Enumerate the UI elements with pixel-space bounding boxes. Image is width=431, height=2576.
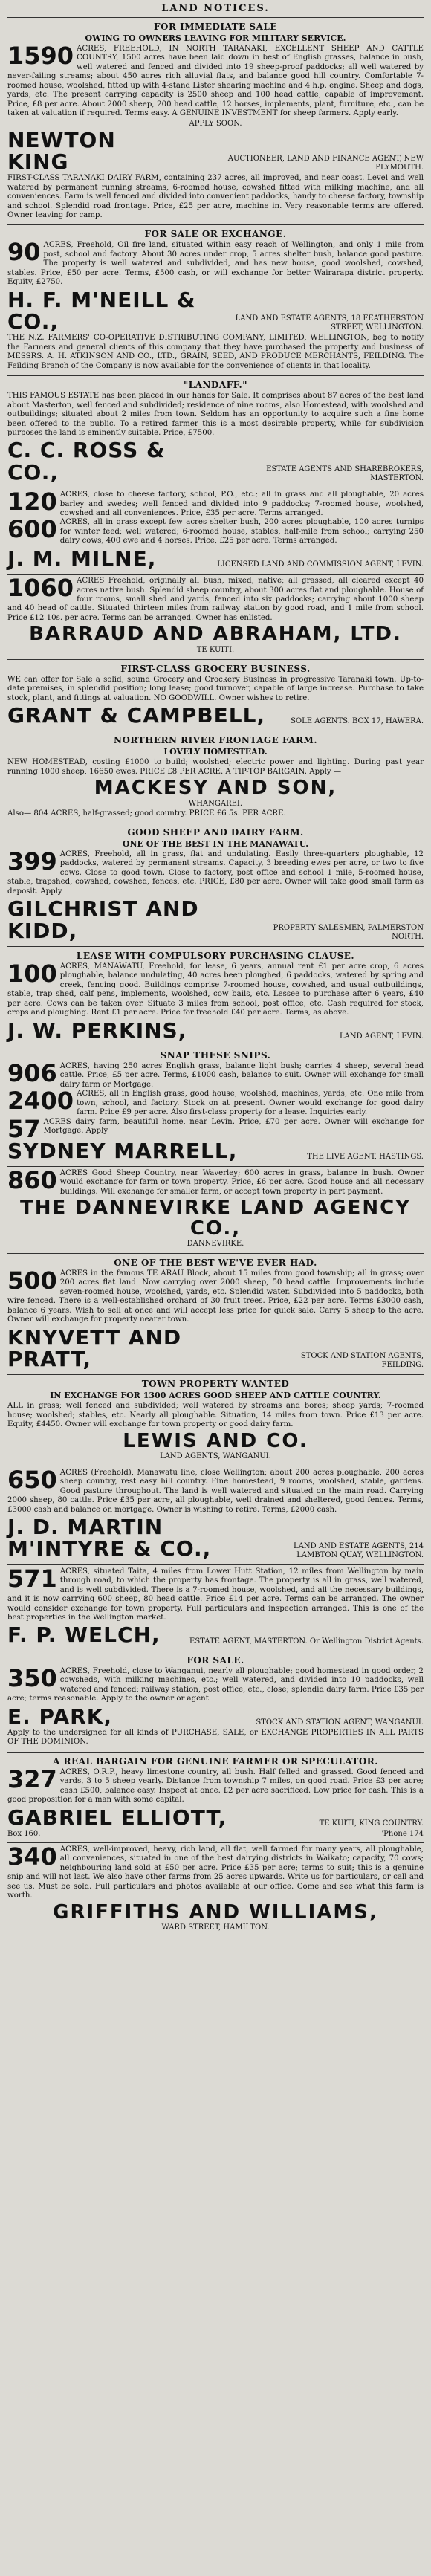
agent-signature (7, 898, 424, 942)
acreage-figure: 1060 (7, 574, 74, 603)
advertisement (7, 574, 424, 658)
ad-heading: FIRST-CLASS GROCERY BUSINESS. (120, 663, 311, 674)
ad-body-text: ACRES, O.R.P., heavy limestone country, all bush. Half felled and grassed. Good fenced and yards, 3 to 5 sheep yearly. Distance from township 7 miles, on good road. Price £3 per acre; cash £500, balance easy. Inspect at once. £2 per acre sacrificed. Low price for cash. This is a good proposition for a man with some capital. (7, 1767, 424, 1805)
agent-signature (7, 1516, 424, 1560)
agent-name: H. F. M'NEILL & CO., (7, 287, 196, 334)
acreage-figure: 906 (7, 1058, 57, 1087)
agent-name: KNYVETT AND PRATT, (7, 1324, 182, 1371)
agent-name: LEWIS AND CO. (123, 1429, 308, 1452)
acreage-figure: 1590 (7, 42, 74, 70)
ad-body-text: ACRES, Freehold, close to Wanganui, nearly all ploughable; good homestead in good order, 2 cowsheds, with milking machines, etc.; well watered, and divided into 10 paddocks, well watered and fenced; railway station, post office, etc., close; splendid dairy farm. Price £35 per acre; terms reasonable. Apply to the owner or agent. (7, 1666, 424, 1703)
advertisement (7, 823, 424, 946)
agent-name: GRIFFITHS AND WILLIAMS, (53, 1900, 378, 1923)
advertisement (7, 375, 424, 488)
ad-body (7, 1842, 424, 1901)
advertisement (7, 731, 424, 823)
ad-body-text: THIS FAMOUS ESTATE has been placed in our hands for Sale. It comprises about 87 acres of the best land about Masterton, well fenced and subdivided; residence of nine rooms, also Homestead, with woolshed and outbuildings; situated about 2 miles from town. Seldom has an opportunity to acquire such a fine home been offered to the public. To a retired farmer this is a most desirable property, while for subdivision purposes the land is eminently suitable. Price, £7500. (7, 392, 424, 437)
acreage-figure: 100 (7, 959, 57, 988)
ad-body-text: ACRES, MANAWATU, Freehold, for lease, 6 years, annual rent £1 per acre crop, 6 acres ploughable, balance undulating, 40 acres been ploughed, 6 paddocks, watered by spring and creek, fencing good. Buildings comprise 7-roomed house, cowshed, and usual outbuildings, stable, trap shed, calf pens, implements, woolshed, cow bails, etc. Lessee to purchase after 6 years, £40 per acre. Cows can be taken over. Situate 3 miles from school, post office, etc. Cash required for stock, crops and ploughing. Rent £1 per acre. Price for freehold £40 per acre. Terms, as above. (7, 962, 424, 1017)
agent-address: THE LIVE AGENT, HASTINGS. (307, 1152, 424, 1161)
ad-body (7, 758, 424, 777)
ad-body (7, 1058, 424, 1090)
ad-body (7, 959, 424, 1018)
ad-body (7, 1165, 424, 1197)
ad-body-text: ACRES, all in English grass, good house, woolshed, machines, yards, etc. One mile from town, school, and factory. Stock on at present. Owner would exchange for good dairy farm. Price £9 per acre. Also first-class property for a lease. Inquiries early. (77, 1090, 424, 1117)
agent-signature (7, 289, 424, 333)
agent-address: SOLE AGENTS. BOX 17, HAWERA. (291, 717, 424, 726)
agent-name: J. D. MARTIN M'INTYRE & CO., (7, 1515, 212, 1562)
acreage-figure: 90 (7, 238, 41, 267)
advertisement (7, 946, 424, 1046)
ad-body-text: ACRES dairy farm, beautiful home, near Levin. Price, £70 per acre. Owner will exchange for Mortgage. Apply (43, 1117, 424, 1136)
agent-address: DANNEVIRKE. (187, 1239, 244, 1248)
agent-address: LAND AGENTS, WANGANUI. (160, 1452, 271, 1460)
page-title: LAND NOTICES. (161, 3, 270, 14)
ad-extra-text: FIRST-CLASS TARANAKI DAIRY FARM, containing 237 acres, all improved, and near coast. Level and well watered by permanent running streams, 6-roomed house, cowshed fitted with milking machine, and all conveniences. Farm is well fenced and divided into convenient paddocks, handy to cheese factory, township and school. Splendid road frontage. Price, £25 per acre, machine in. Very reasonable terms are offered. Owner leaving for camp. (7, 174, 424, 220)
land-notices-page (7, 0, 424, 1937)
agent-address: PROPERTY SALESMEN, PALMERSTON NORTH. (273, 923, 424, 941)
ad-subheading: LOVELY HOMESTEAD. (163, 747, 268, 757)
ad-extra-text: Apply to the undersigned for all kinds of PURCHASE, SALE, or EXCHANGE PROPERTIES IN ALL PARTS OF THE DOMINION. (7, 1729, 424, 1747)
agent-signature (7, 129, 424, 173)
ad-body-text: ACRES (Freehold), Manawatu line, close Wellington; about 200 acres ploughable, 200 acres sheep country, rest easy hill country. Fine homestead, 9 rooms, woolshed, stable, gardens. Good pasture throughout. The land is well watered and situated on the main road. Carrying 2000 sheep, 80 cattle. Price £35 per acre, all ploughable, well drained and sheltered, good fences. Terms, £3000 cash and balance on mortgage. Owner is wishing to retire. Terms, £2000 cash. (7, 1468, 424, 1514)
acreage-figure: 350 (7, 1663, 57, 1692)
agent-address: LAND AGENT, LEVIN. (339, 1032, 424, 1041)
ad-body-text: NEW HOMESTEAD, costing £1000 to build; woolshed; electric power and lighting. During past year running 1000 sheep, 16650 ewes. PRICE £8 PER ACRE. A TIP-TOP BARGAIN. Apply — (7, 758, 424, 776)
ad-extra-text: Also— 804 ACRES, half-grassed; good country. PRICE £6 5s. PER ACRE. (7, 809, 286, 818)
ad-body (7, 1663, 424, 1704)
ad-subheading: IN EXCHANGE FOR 1300 ACRES GOOD SHEEP AND CATTLE COUNTRY. (50, 1391, 381, 1401)
ad-body (7, 1087, 424, 1117)
ad-subheading: OWING TO OWNERS LEAVING FOR MILITARY SERVICE. (85, 33, 346, 43)
advertisement (7, 1842, 424, 1937)
ad-body (7, 574, 424, 623)
agent-name: C. C. ROSS & CO., (7, 438, 166, 485)
advertisement (7, 659, 424, 731)
ad-body-text: ACRES, Freehold, Oil fire land, situated within easy reach of Wellington, and only 1 mile from post, school and factory. About 30 acres under crop, 5 acres shelter bush, balance good pasture. The property is well watered and subdivided, and has new house, good woolshed, cowshed, stables. Price, £50 per acre. Terms, £500 cash, or will exchange for better Wairarapa district property. Equity, £2750. (7, 241, 424, 287)
ad-body-text: ACRES, having 250 acres English grass, balance light bush; carries 4 sheep, several head cattle. Price, £5 per acre. Terms, £1000 cash, balance to suit. Owner will exchange for small dairy farm or Mortgage. (59, 1061, 424, 1089)
ad-body-text: WE can offer for Sale a solid, sound Grocery and Crockery Business in progressive Taranaki town. Up-to-date premises, in splendid position; long lease; good turnover, capable of large increase. Purchase to take stock, plant, and fittings at valuation. NO GOODWILL. Owner wishes to retire. (7, 675, 424, 702)
agent-name: BARRAUD AND ABRAHAM, LTD. (29, 623, 402, 646)
contact-line (7, 1830, 424, 1838)
ad-heading: LEASE WITH COMPULSORY PURCHASING CLAUSE. (76, 950, 355, 961)
acreage-figure: 860 (7, 1165, 57, 1194)
agent-signature (7, 1017, 424, 1043)
agent-address: WARD STREET, HAMILTON. (161, 1923, 270, 1932)
ad-body (7, 488, 424, 518)
advertisement (7, 17, 424, 224)
agent-address: TE KUITI. (196, 645, 235, 654)
advertisement (7, 1253, 424, 1374)
agent-address: LAND AND ESTATE AGENTS, 18 FEATHERSTON STREET, WELLINGTON. (235, 314, 424, 332)
agent-name: MACKESY AND SON, (94, 777, 337, 800)
ad-heading: A REAL BARGAIN FOR GENUINE FARMER OR SPECULATOR. (53, 1755, 378, 1767)
ad-body (7, 238, 424, 287)
agent-signature (7, 1622, 424, 1648)
ad-body-text: ALL in grass; well fenced and subdivided; well watered by streams and bores; sheep yards; 7-roomed house; woolshed; stables, etc. Nearly all ploughable. Situation, 14 miles from town. Price £13 per acre. Equity, £4450. Owner will exchange for town property or good dairy farm. (7, 1402, 424, 1429)
ad-body-text: ACRES, FREEHOLD, IN NORTH TARANAKI, EXCELLENT SHEEP AND CATTLE COUNTRY, 1500 acres have been laid down in best of English grasses, balance in bush, well watered and fenced and divided into 19 sheep-proof paddocks; all well watered by never-failing streams; about 450 acres rich alluvial flats, and balance good hill country. Comfortable 7-roomed house, woolshed, fitted up with 4-stand Lister shearing machine and 4 h.p. engine. Sheep and dogs, yards, etc. The present carrying capacity is 2500 sheep and 100 head cattle, capable of improvement. Price, £8 per acre. About 2000 sheep, 200 head cattle, 12 horses, implements, plant, furniture, etc., can be taken at valuation if required. Terms easy. A GENUINE INVESTMENT for sheep farmers. Apply early. (7, 45, 424, 118)
advertisement (7, 488, 424, 574)
ad-body-text: ACRES Good Sheep Country, near Waverley; 600 acres in grass, balance in bush. Owner would exchange for farm or town property. Price, £6 per acre. Good house and all necessary buildings. Will exchange for smaller farm, or accept town property in part payment. (59, 1168, 424, 1196)
agent-name: J. W. PERKINS, (7, 1017, 187, 1043)
ad-heading: GOOD SHEEP AND DAIRY FARM. (127, 826, 304, 838)
agent-signature (7, 548, 424, 569)
ad-body (7, 1266, 424, 1325)
agent-address: WHANGAREI. (188, 799, 243, 808)
ad-body (7, 1465, 424, 1515)
advertisement (7, 224, 424, 375)
ad-body-text: ACRES, close to cheese factory, school, P.O., etc.; all in grass and all ploughable, 20 acres barley and swedes; well fenced and divided into 9 paddocks; 7-roomed house, woolshed, cowshed and all conveniences. Price, £35 per acre. Terms arranged. (59, 491, 424, 518)
agent-name: SYDNEY MARRELL, (7, 1138, 238, 1163)
ad-heading: TOWN PROPERTY WANTED (141, 1379, 290, 1390)
advertisement (7, 1466, 424, 1564)
ad-heading: SNAP THESE SNIPS. (160, 1049, 271, 1061)
ad-body-text: ACRES, well-improved, heavy, rich land, all flat, well farmed for many years, all ploughable, all conveniences, situated in one of the best dairying districts in Waikato; capacity, 70 cows; neighbouring land sold at £50 per acre. Price £35 per acre; terms to suit; this is a genuine snip and will not last. We also have other farms from 25 acres upwards. Write us for particulars, or call and see us. Must be sold. Full particulars and photos available at our office. Come and see what this farm is worth. (7, 1845, 424, 1900)
agent-address: LICENSED LAND AND COMMISSION AGENT, LEVIN. (217, 560, 424, 569)
ad-body (7, 1564, 424, 1623)
ad-body (7, 1764, 424, 1805)
ad-body (7, 676, 424, 703)
ad-body-text: ACRES, Freehold, all in grass, flat and undulating. Easily three-quarters ploughable, 12 paddocks, watered by permanent streams. Capacity, 3 breeding ewes per acre, or two to five cows. Close to good town. Close to factory, post office and school 1 mile, 5-roomed house, stable, trapshed, cowshed, cowshed, fences, etc. PRICE, £80 per acre. Owner will take good small farm as deposit. Apply (7, 850, 424, 896)
agent-address: AUCTIONEER, LAND AND FINANCE AGENT, NEW PLYMOUTH. (227, 155, 424, 172)
ad-heading: FOR SALE. (187, 1654, 244, 1666)
ad-heading: FOR SALE OR EXCHANGE. (144, 229, 287, 240)
apply-note: APPLY SOON. (189, 119, 242, 128)
acreage-figure: 600 (7, 515, 57, 544)
advertisement (7, 1166, 424, 1253)
agent-signature (7, 1324, 424, 1371)
advertisement (7, 1046, 424, 1166)
acreage-figure: 500 (7, 1266, 57, 1295)
box-number: Box 160. (7, 1830, 41, 1839)
ad-heading: NORTHERN RIVER FRONTAGE FARM. (113, 735, 318, 746)
ad-heading: "LANDAFF." (184, 380, 247, 391)
acreage-figure: 327 (7, 1764, 57, 1793)
agent-name: THE DANNEVIRKE LAND AGENCY CO., (19, 1197, 412, 1240)
acreage-figure: 571 (7, 1564, 57, 1593)
ad-body (7, 1114, 424, 1143)
agent-name: F. P. WELCH, (7, 1622, 161, 1648)
agent-address: TE KUITI, KING COUNTRY. (319, 1819, 424, 1828)
agent-name: NEWTON KING (7, 127, 116, 174)
ad-body (7, 1402, 424, 1429)
agent-signature (7, 1140, 424, 1162)
ad-extra-text: THE N.Z. FARMERS' CO-OPERATIVE DISTRIBUTING COMPANY, LIMITED, WELLINGTON, beg to notify the Farmers and general clients of this company that they have purchased the property and business of MESSRS. A. H. ATKINSON AND CO., LTD., GRAIN, SEED, AND PRODUCE MERCHANTS, FEILDING. The Feilding Branch of the Company is now available for the convenience of clients in that locality. (7, 334, 424, 370)
agent-name: J. M. MILNE, (7, 546, 157, 571)
agent-address: ESTATE AGENTS AND SHAREBROKERS, MASTERTON. (266, 465, 424, 483)
ads-list (7, 17, 424, 1937)
ad-body (7, 515, 424, 546)
ad-body-text: ACRES, all in grass except few acres shelter bush, 200 acres ploughable, 100 acres turnips for winter feed; well watered; 6-roomed house, stables, half-mile from school; carrying 250 dairy cows, 400 ewe and 4 horses. Price, £25 per acre. Terms arranged. (59, 518, 424, 546)
ad-heading: ONE OF THE BEST WE'VE EVER HAD. (114, 1257, 317, 1268)
ad-body-text: ACRES Freehold, originally all bush, mixed, native; all grassed, all cleared except 40 acres native bush. Splendid sheep country, about 300 acres flat and ploughable. House of four rooms, small shed and yards, fenced into six paddocks; carrying about 1000 sheep and 40 head of cattle. Situated thirteen miles from railway station by good road, and 1 mile from school. Price £12 10s. per acre. Terms can be arranged. Owner has enlisted. (7, 577, 424, 622)
agent-name: GILCHRIST AND KIDD, (7, 896, 199, 943)
acreage-figure: 2400 (7, 1087, 74, 1116)
advertisement (7, 1564, 424, 1651)
ad-heading: FOR IMMEDIATE SALE (154, 22, 277, 32)
agent-address: LAND AND ESTATE AGENTS, 214 LAMBTON QUAY, WELLINGTON. (294, 1541, 424, 1559)
advertisement (7, 1752, 424, 1842)
agent-address: STOCK AND STATION AGENT, WANGANUI. (256, 1718, 424, 1727)
agent-signature (7, 702, 424, 728)
agent-signature (7, 1807, 424, 1828)
agent-name: E. PARK, (7, 1703, 113, 1729)
acreage-figure: 57 (7, 1114, 41, 1143)
phone-number: 'Phone 174 (381, 1830, 424, 1839)
agent-address: ESTATE AGENT, MASTERTON. Or Wellington District Agents. (189, 1637, 424, 1645)
acreage-figure: 340 (7, 1842, 57, 1871)
agent-signature (7, 1703, 424, 1729)
ad-body (7, 42, 424, 119)
agent-name: GABRIEL ELLIOTT, (7, 1805, 227, 1830)
ad-body (7, 392, 424, 438)
advertisement (7, 1374, 424, 1466)
advertisement (7, 1651, 424, 1752)
ad-body (7, 847, 424, 896)
acreage-figure: 650 (7, 1465, 57, 1494)
agent-address: STOCK AND STATION AGENTS, FEILDING. (300, 1352, 424, 1370)
ad-subheading: ONE OF THE BEST IN THE MANAWATU. (122, 838, 309, 849)
acreage-figure: 399 (7, 847, 57, 876)
ad-body-text: ACRES in the famous TE ARAU Block, about 15 miles from good township; all in grass; over 200 acres flat land. Now carrying over 2000 sheep, 50 head cattle. Improvements include seven-roomed house, woolshed, yards, etc. Splendid water. Subdivided into 5 paddocks, both wire fenced. There is a well-established orchard of 30 fruit trees. Price, £22 per acre. Terms £3000 cash, balance 6 years. Wish to sell at once and will accept less price for quick sale. Carry 5 sheep to the acre. Owner will exchange for property nearer town. (7, 1269, 424, 1324)
acreage-figure: 120 (7, 488, 57, 517)
ad-body-text: ACRES, situated Taita, 4 miles from Lower Hutt Station, 12 miles from Wellington by main through road, to which the property has frontage. The property is all in grass, well watered, and is well subdivided. There is a 7-roomed house, woolshed, and all the necessary buildings, and it is now carrying 600 sheep, 80 head cattle. Price £14 per acre. Terms can be arranged. The owner would consider exchange for town property. Full particulars and inspection arranged. This is one of the best properties in the Wellington market. (7, 1567, 424, 1622)
agent-signature (7, 439, 424, 483)
agent-name: GRANT & CAMPBELL, (7, 702, 266, 728)
